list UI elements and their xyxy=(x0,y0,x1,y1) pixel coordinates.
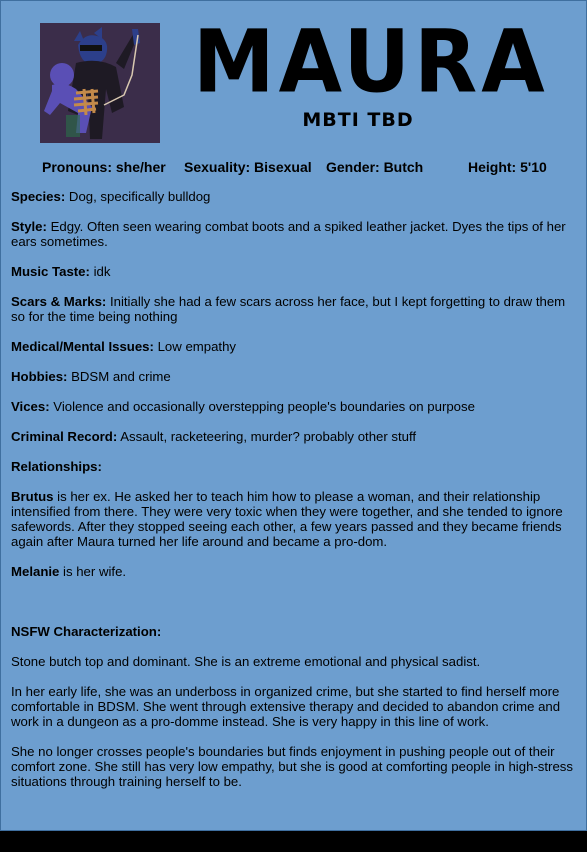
field-label: Criminal Record: xyxy=(11,429,118,444)
field-value: Dog, specifically bulldog xyxy=(65,189,211,204)
portrait-illustration xyxy=(40,23,160,143)
height-fact: Height: 5'10 xyxy=(468,159,547,175)
profile-body xyxy=(11,189,581,804)
style-field xyxy=(11,219,581,249)
field-value: Edgy. Often seen wearing combat boots and a spiked leather jacket. Dyes the tips of her ears sometimes. xyxy=(11,219,566,249)
nsfw-paragraph: Stone butch top and dominant. She is an extreme emotional and physical sadist. xyxy=(11,654,481,669)
spacer xyxy=(11,594,581,624)
relationships-heading: Relationships: xyxy=(11,459,102,474)
field-label: Style: xyxy=(11,219,47,234)
gender-fact: Gender: Butch xyxy=(326,159,424,175)
field-label: Music Taste: xyxy=(11,264,90,279)
field-value: Assault, racketeering, murder? probably other stuff xyxy=(117,429,417,444)
relationship-brutus xyxy=(11,489,581,549)
relation-text: is her wife. xyxy=(59,564,127,579)
field-value: Initially she had a few scars across her face, but I kept forgetting to draw them so for the time being nothing xyxy=(11,294,566,324)
quick-facts-row xyxy=(1,159,587,177)
hobbies-field xyxy=(11,369,581,384)
nsfw-paragraph: In her early life, she was an underboss in organized crime, but she started to find herself more comfortable in BDSM. She went through extensive therapy and decided to abandon crime and work in a dungeon as a pro-domme instead. She is very happy in this line of work. xyxy=(11,684,561,729)
nsfw-heading: NSFW Characterization: xyxy=(11,624,162,639)
character-portrait xyxy=(40,23,160,143)
mbti-subtitle: MBTI TBD xyxy=(302,109,414,131)
medical-field xyxy=(11,339,581,354)
character-name-title: MAURA xyxy=(193,12,549,113)
relation-name: Brutus xyxy=(11,489,54,504)
field-label: Vices: xyxy=(11,399,50,414)
sexuality-fact: Sexuality: Bisexual xyxy=(184,159,312,175)
relation-text: is her ex. He asked her to teach him how to please a woman, and their relationship intensified from there. They were very toxic when they were together, and she tended to ignore safewords. After they stopped seeing each other, a few years passed and they became friends again after Maura turned her life around and became a pro-dom. xyxy=(11,489,563,549)
music-taste-field xyxy=(11,264,581,279)
field-label: Hobbies: xyxy=(11,369,68,384)
field-label: Species: xyxy=(11,189,66,204)
field-value: idk xyxy=(89,264,111,279)
scars-marks-field xyxy=(11,294,581,324)
relation-name: Melanie xyxy=(11,564,60,579)
field-label: Scars & Marks: xyxy=(11,294,107,309)
pronouns-fact: Pronouns: she/her xyxy=(42,159,166,175)
field-label: Medical/Mental Issues: xyxy=(11,339,154,354)
species-field xyxy=(11,189,581,204)
nsfw-paragraph: She no longer crosses people's boundaries but finds enjoyment in pushing people out of their comfort zone. She still has very low empathy, but she is good at comforting people in high-stress situations through training herself to be. xyxy=(11,744,573,789)
field-value: Violence and occasionally overstepping people's boundaries on purpose xyxy=(49,399,475,414)
relationship-melanie xyxy=(11,564,581,579)
field-value: Low empathy xyxy=(153,339,237,354)
vices-field xyxy=(11,399,581,414)
field-value: BDSM and crime xyxy=(67,369,171,384)
criminal-record-field xyxy=(11,429,581,444)
